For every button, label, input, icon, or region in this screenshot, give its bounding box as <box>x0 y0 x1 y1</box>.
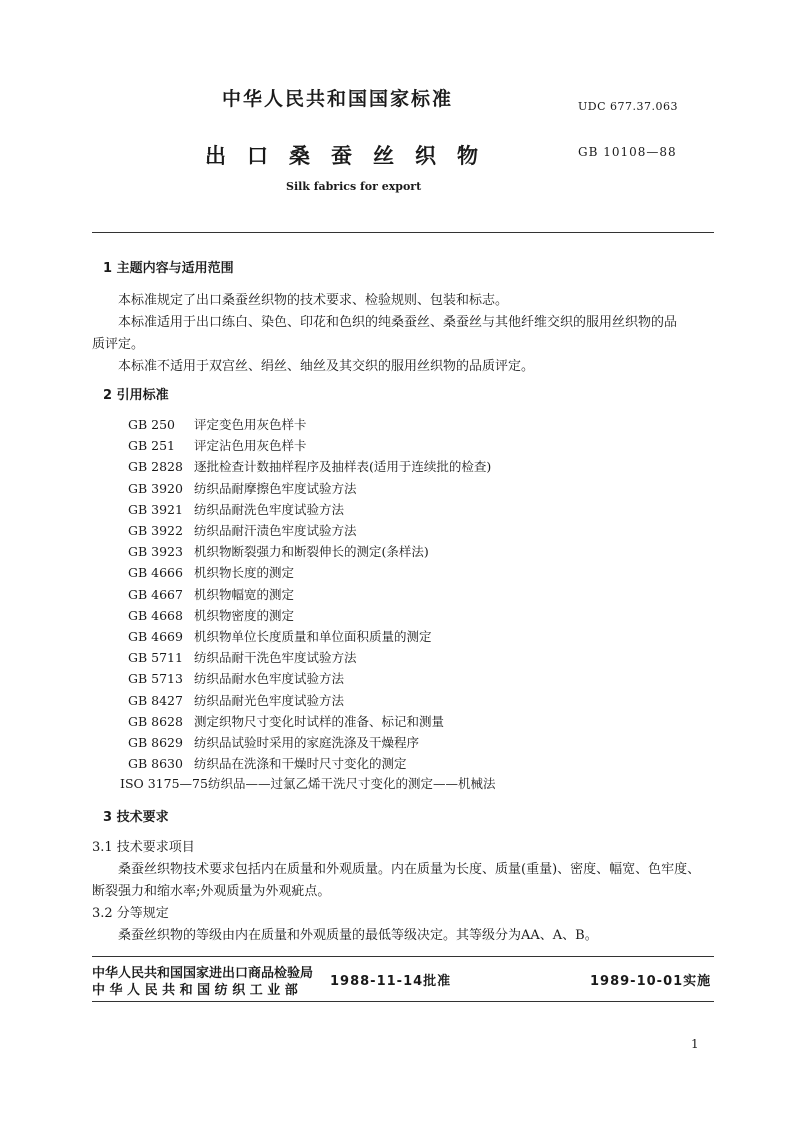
reference-code: ISO 3175—75 <box>120 776 208 791</box>
gb-code: GB 10108—88 <box>578 145 677 159</box>
section-1-paragraph: 本标准适用于出口练白、染色、印花和色织的纯桑蚕丝、桑蚕丝与其他纤维交织的服用丝织物的品 <box>118 315 678 330</box>
reference-title: 评定变色用灰色样卡 <box>194 417 307 432</box>
section-2-heading: 2 引用标准 <box>103 388 169 403</box>
reference-code: GB 251 <box>128 438 176 454</box>
reference-title: 机织物断裂强力和断裂伸长的测定(条样法) <box>194 544 429 560</box>
reference-title: 纺织品耐汗渍色牢度试验方法 <box>194 523 357 538</box>
issuing-org-2: 中 华 人 民 共 和 国 纺 织 工 业 部 <box>92 983 298 998</box>
section-3-1-text: 桑蚕丝织物技术要求包括内在质量和外观质量。内在质量为长度、质量(重量)、密度、幅宽、色牢度、 <box>118 862 701 877</box>
section-1-heading: 1 主题内容与适用范围 <box>103 261 234 276</box>
approval-date: 1988-11-14批准 <box>330 974 452 989</box>
reference-title: 纺织品耐洗色牢度试验方法 <box>194 501 345 517</box>
reference-item <box>128 457 491 475</box>
reference-title: 评定沾色用灰色样卡 <box>194 438 307 454</box>
reference-code: GB 4667 <box>128 586 183 602</box>
reference-code: GB 8629 <box>128 735 183 750</box>
reference-title: 纺织品耐干洗色牢度试验方法 <box>194 650 357 666</box>
section-1-paragraph: 质评定。 <box>92 337 145 352</box>
reference-item <box>128 585 294 603</box>
section-1-paragraph: 本标准规定了出口桑蚕丝织物的技术要求、检验规则、包装和标志。 <box>118 293 509 308</box>
reference-item <box>128 500 344 518</box>
standard-title: 中华人民共和国国家标准 <box>222 88 454 110</box>
reference-title: 纺织品耐水色牢度试验方法 <box>194 671 345 687</box>
reference-title: 纺织品耐光色牢度试验方法 <box>194 692 345 708</box>
reference-item <box>128 542 429 560</box>
reference-title: 机织物幅宽的测定 <box>194 586 295 602</box>
reference-code: GB 8427 <box>128 692 183 708</box>
reference-item <box>128 712 444 730</box>
reference-code: GB 4669 <box>128 629 183 644</box>
reference-item <box>128 733 419 751</box>
reference-title: 纺织品在洗涤和干燥时尺寸变化的测定 <box>194 756 407 772</box>
reference-title: 纺织品——过氯乙烯干洗尺寸变化的测定——机械法 <box>207 776 496 791</box>
footer-divider <box>92 956 714 957</box>
header-divider <box>92 232 714 233</box>
reference-code: GB 3922 <box>128 523 183 538</box>
reference-title: 测定织物尺寸变化时试样的准备、标记和测量 <box>194 713 445 729</box>
effective-date: 1989-10-01实施 <box>590 974 712 989</box>
reference-item <box>128 563 294 581</box>
reference-title: 逐批检查计数抽样程序及抽样表(适用于连续批的检查) <box>194 459 492 475</box>
reference-item <box>128 648 357 666</box>
reference-item <box>128 606 294 624</box>
section-3-heading: 3 技术要求 <box>103 810 169 825</box>
reference-code: GB 4666 <box>128 565 183 581</box>
english-title: Silk fabrics for export <box>286 180 422 193</box>
reference-item <box>128 479 357 497</box>
reference-code: GB 8628 <box>128 713 183 729</box>
reference-code: GB 3921 <box>128 501 183 517</box>
section-3-2-text: 桑蚕丝织物的等级由内在质量和外观质量的最低等级决定。其等级分为AA、A、B。 <box>118 928 598 943</box>
section-3-1-heading: 3.1 技术要求项目 <box>92 840 195 855</box>
reference-item-iso <box>120 774 496 792</box>
reference-code: GB 2828 <box>128 459 183 475</box>
reference-item <box>128 754 407 772</box>
reference-title: 纺织品试验时采用的家庭洗涤及干燥程序 <box>194 735 420 750</box>
reference-code: GB 4668 <box>128 607 183 623</box>
footer-bottom-divider <box>92 1001 714 1002</box>
reference-code: GB 5713 <box>128 671 183 687</box>
reference-item <box>128 627 432 645</box>
reference-title: 机织物密度的测定 <box>194 607 295 623</box>
page-number: 1 <box>691 1037 699 1051</box>
reference-item <box>128 436 307 454</box>
udc-code: UDC 677.37.063 <box>578 100 678 113</box>
reference-code: GB 3920 <box>128 480 183 496</box>
section-3-1-text: 断裂强力和缩水率;外观质量为外观疵点。 <box>92 884 331 899</box>
reference-item <box>128 691 344 709</box>
reference-title: 机织物单位长度质量和单位面积质量的测定 <box>194 629 432 644</box>
section-1-paragraph: 本标准不适用于双宫丝、绢丝、䌷丝及其交织的服用丝织物的品质评定。 <box>118 359 535 374</box>
reference-code: GB 3923 <box>128 544 183 560</box>
reference-item <box>128 521 357 539</box>
reference-code: GB 8630 <box>128 756 183 772</box>
issuing-org-1: 中华人民共和国国家进出口商品检验局 <box>92 966 314 981</box>
reference-title: 纺织品耐摩擦色牢度试验方法 <box>194 480 357 496</box>
reference-code: GB 250 <box>128 417 176 432</box>
section-3-2-heading: 3.2 分等规定 <box>92 906 169 921</box>
document-title: 出口桑蚕丝织物 <box>205 144 499 168</box>
reference-title: 机织物长度的测定 <box>194 565 295 581</box>
reference-item <box>128 669 344 687</box>
reference-item <box>128 415 307 433</box>
reference-code: GB 5711 <box>128 650 183 666</box>
